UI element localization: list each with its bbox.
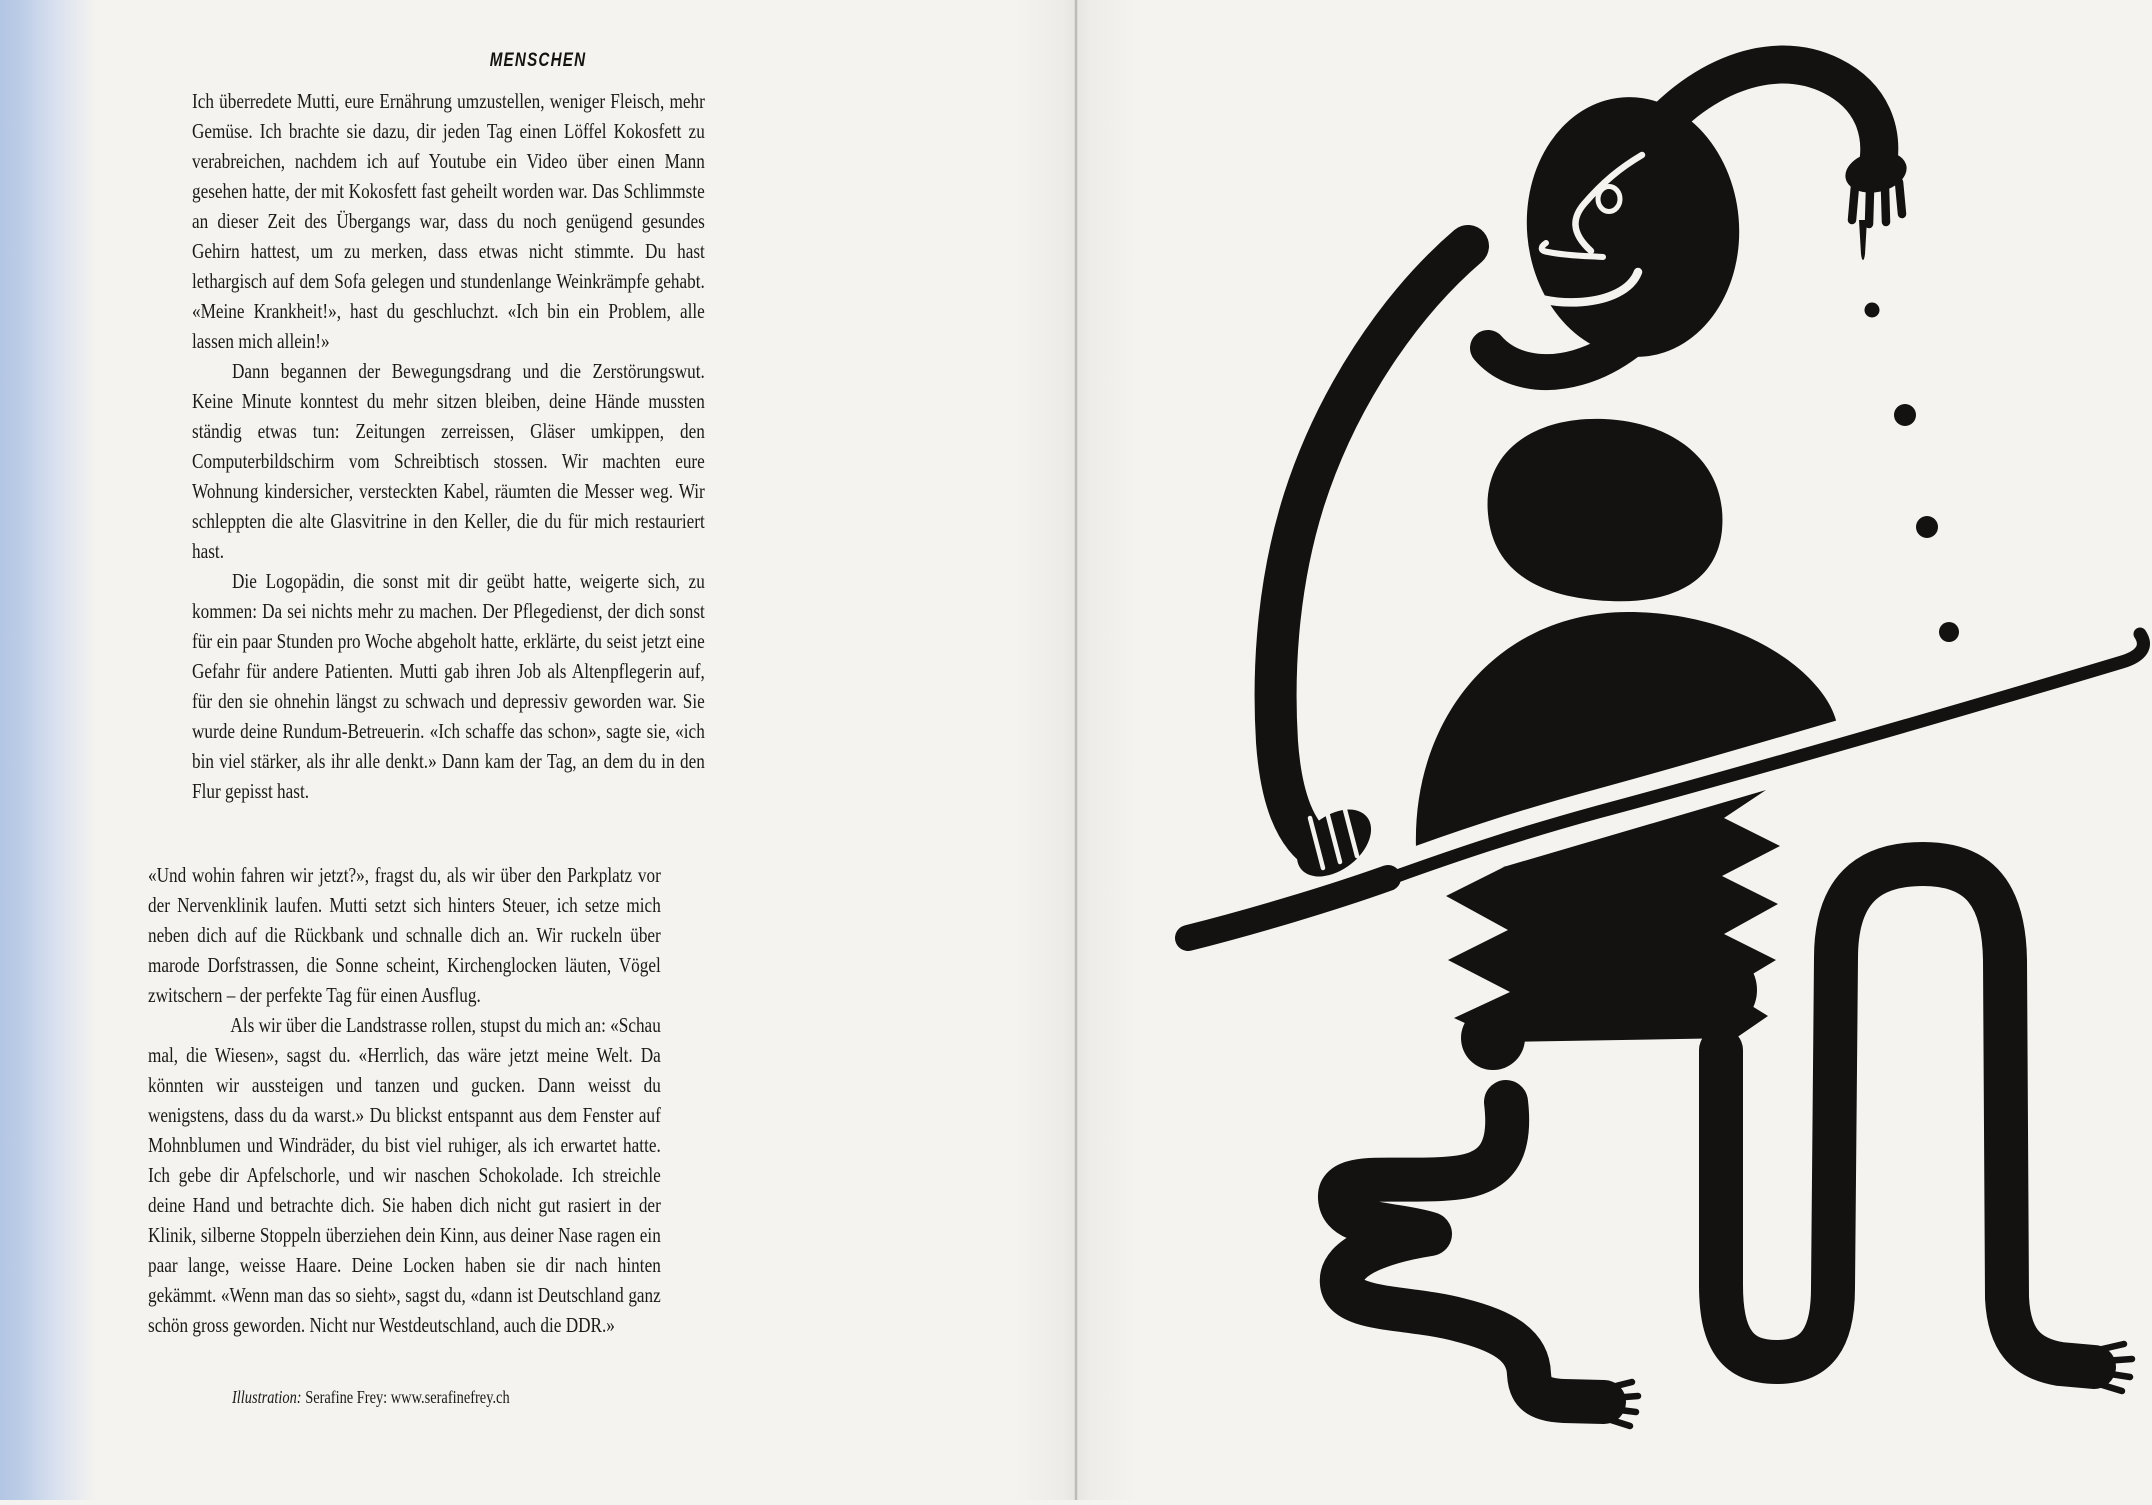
article-paragraph: «Und wohin fahren wir jetzt?», fragst du, als wir über den Parkplatz vor der Nervenklinik laufen. Mutti setzt sich hinters Steuer, ich setze mich neben dich auf die Rückbank und schnalle dich an. Wir ruckeln über marode Dorfstrassen, die Sonne scheint, Kirchenglocken läuten, Vögel zwitschern – der perfekte Tag für einen Ausflug. <box>148 863 661 1007</box>
credit-text: Serafine Frey: www.serafinefrey.ch <box>301 1387 510 1407</box>
page-gutter <box>1016 0 1136 1500</box>
right-page <box>1076 0 2152 1500</box>
section-header: MENSCHEN <box>489 50 587 71</box>
figure-left-hip-dot <box>1461 1006 1525 1070</box>
article-paragraph: Die Logopädin, die sonst mit dir geübt hatte, weigerte sich, zu kommen: Da sei nichts mehr zu machen. Der Pflegedienst, der dich sonst für ein paar Stunden pro Woche abgeholt hatte, erklärte, du seist jetzt eine Gefahr für andere Patienten. Mutti gab ihren Job als Altenpflegerin auf, für den sie ohnehin längst zu schwach und depressiv geworden war. Sie wurde deine Rundum-Betreuerin. «Ich schaffe das schon», sagte sie, «ich bin viel stärker, als ihr alle denkt.» Dann kam der Tag, an dem du in den Flur gepisst hast. <box>192 569 705 803</box>
figure-illustration <box>1076 0 2152 1500</box>
illustration-credit <box>232 1386 708 1408</box>
figure-right-hip-dot <box>1699 955 1757 1025</box>
article-paragraph: Ich überredete Mutti, eure Ernährung umzustellen, weniger Fleisch, mehr Gemüse. Ich brachte sie dazu, dir jeden Tag einen Löffel Kokosfett zu verabreichen, nachdem ich auf Youtube ein Video über einen Mann gesehen hatte, der mit Kokosfett fast geheilt worden war. Das Schlimmste an dieser Zeit des Übergangs war, dass du noch genügend gesundes Gehirn hattest, um zu merken, dass etwas nicht stimmte. Du hast lethargisch auf dem Sofa gelegen und stundenlange Weinkrämpfe gehabt. «Meine Krankheit!», hast du geschluchzt. «Ich bin ein Problem, alle lassen mich allein!» <box>192 89 705 353</box>
figure-left-leg <box>1340 1102 1604 1402</box>
falling-drop-1 <box>1865 303 1880 318</box>
book-edge-gradient <box>0 0 96 1500</box>
article-block-1 <box>192 86 705 806</box>
left-page <box>0 0 1076 1500</box>
figure-head <box>1516 88 1750 365</box>
falling-drop-2 <box>1894 404 1916 426</box>
figure-torso-blob <box>1488 419 1723 601</box>
credit-label: Illustration: <box>232 1387 302 1407</box>
section-header-wrap <box>378 50 698 72</box>
figure-illustration-svg <box>1076 0 2152 1500</box>
figure-stick-handle <box>1188 878 1388 938</box>
figure-left-eye <box>1499 186 1521 216</box>
falling-drop-4 <box>1939 622 1959 642</box>
figure-right-leg <box>1721 864 2094 1367</box>
article-paragraph: Als wir über die Landstrasse rollen, stupst du mich an: «Schau mal, die Wiesen», sagst du. «Herrlich, das wäre jetzt meine Welt. Da könnten wir aussteigen und tanzen und gucken. Dann weisst du wenigstens, dass du da warst.» Du blickst entspannt aus dem Fenster auf Mohnblumen und Windräder, du bist viel ruhiger, als ich erwartet hatte. Ich gebe dir Apfelschorle, und wir naschen Schokolade. Ich streichle deine Hand und betrachte dich. Sie haben dich nicht gut rasiert in der Klinik, silberne Stoppeln überziehen dein Kinn, aus deiner Nase ragen ein paar lange, weisse Haare. Deine Locken haben sie dir nach hinten gekämmt. «Wenn man das so sieht», sagst du, «dann ist Deutschland ganz schön gross geworden. Nicht nur Westdeutschland, auch die DDR.» <box>148 1013 661 1337</box>
article-block-2 <box>148 860 661 1340</box>
article-paragraph: Dann begannen der Bewegungsdrang und die Zerstörungswut. Keine Minute konntest du mehr sitzen bleiben, deine Hände mussten ständig etwas tun: Zeitungen zerreissen, Gläser umkippen, den Computerbildschirm vom Schreibtisch stossen. Wir machten eure Wohnung kindersicher, versteckten Kabel, räumten die Messer weg. Wir schleppten die alte Glasvitrine in den Keller, die du für mich restauriert hast. <box>192 359 705 563</box>
article-text-column <box>148 86 708 1408</box>
figure-hand-drip <box>1859 220 1867 260</box>
falling-drop-3 <box>1916 516 1938 538</box>
